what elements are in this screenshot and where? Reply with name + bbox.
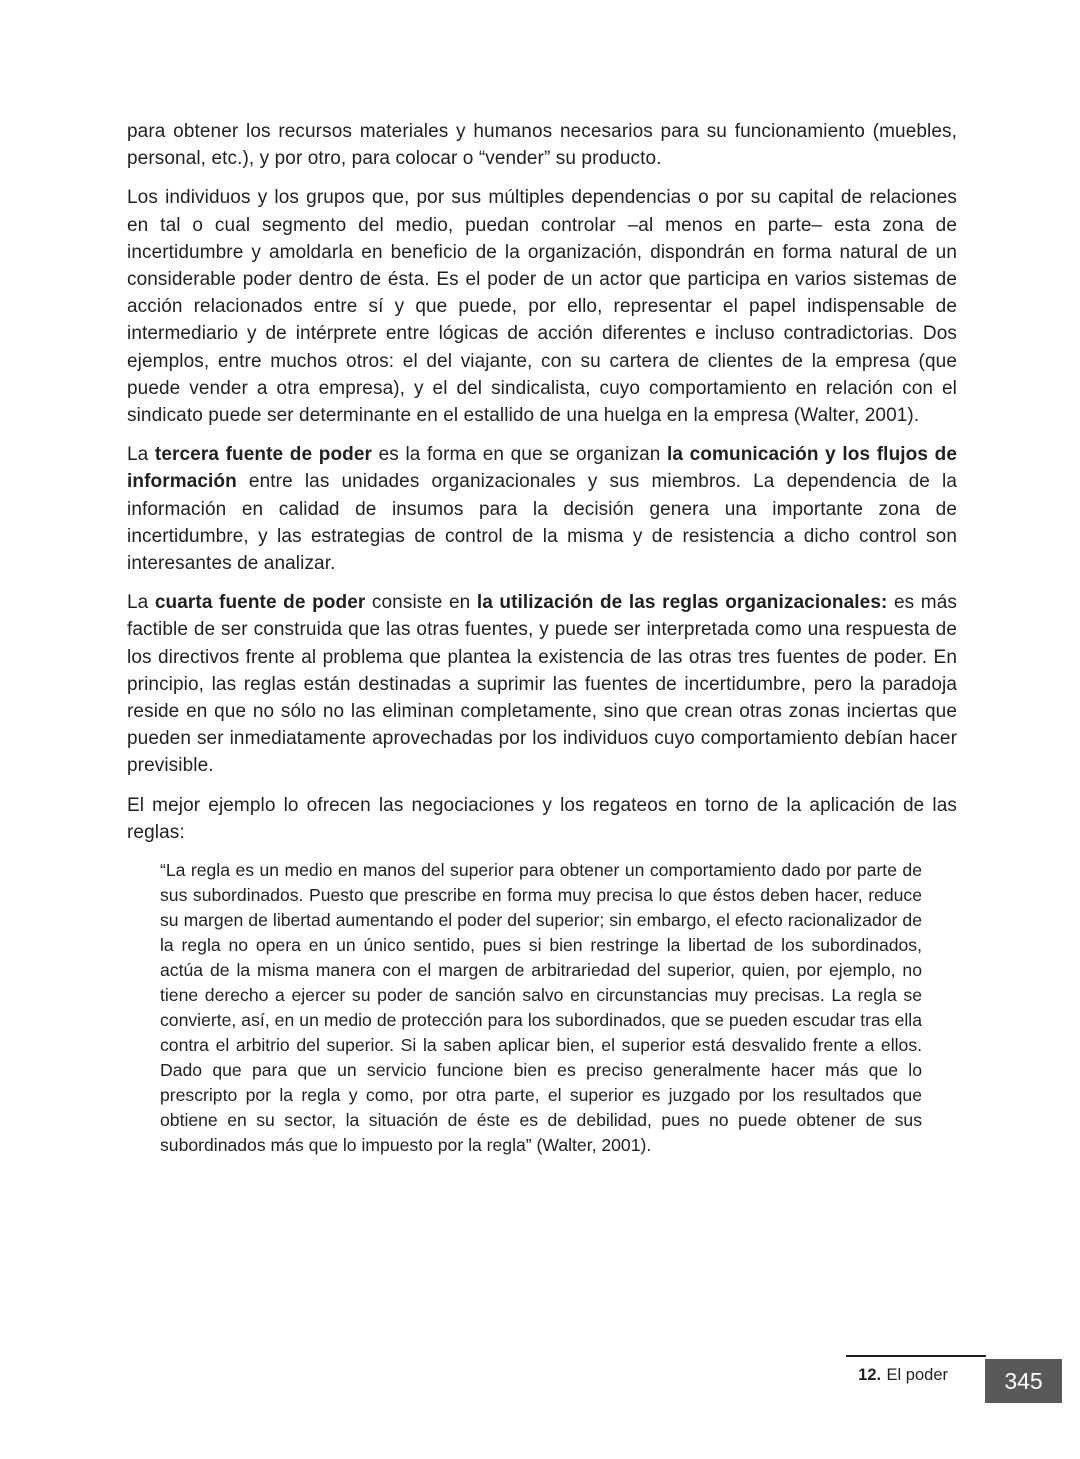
text-run: La xyxy=(127,592,155,614)
paragraph xyxy=(127,184,957,429)
text-run: para obtener los recursos materiales y humanos necesarios para su funcionamiento (muebles, personal, etc.), y por otro, para colocar o “vender” su producto. xyxy=(127,121,957,170)
footer-rule xyxy=(846,1355,986,1357)
paragraph xyxy=(127,441,957,577)
text-run: es más factible de ser construida que las otras fuentes, y puede ser interpretada como una respuesta de los directivos frente al problema que plantea la existencia de las otras tres fuentes de poder. En principio, las reglas están destinadas a suprimir las fuentes de incertidumbre, pero la paradoja reside en que no sólo no las eliminan completamente, sino que crean otras zonas inciertas que pueden ser inmediatamente aprovechadas por los individuos cuyo comportamiento debían hacer previsible. xyxy=(127,592,957,777)
chapter-reference xyxy=(600,1366,948,1385)
text-run: “La regla es un medio en manos del superior para obtener un comportamiento dado por parte de sus subordinados. Puesto que prescribe en forma muy precisa lo que éstos deben hacer, reduce su margen de libertad aumentando el poder del superior; sin embargo, el efecto racionalizador de la regla no opera en un único sentido, pues si bien restringe la libertad de los subordinados, actúa de la misma manera con el margen de arbitrariedad del superior, quien, por ejemplo, no tiene derecho a ejercer su poder de sanción salvo en circunstancias muy precisas. La regla se convierte, así, en un medio de protección para los subordinados, que se pueden escudar tras ella contra el arbitrio del superior. Si la saben aplicar bien, el superior está desvalido frente a ellos. Dado que para que un servicio funcione bien es preciso generalmente hacer más que lo prescripto por la regla y como, por otra parte, el superior es juzgado por los resultados que obtiene en su sector, la situación de éste es de debilidad, pues no puede obtener de sus subordinados más que lo impuesto por la regla” (Walter, 2001). xyxy=(160,860,922,1156)
bold-text-run: tercera fuente de poder xyxy=(154,444,373,466)
bold-text-run: la utilización de las reglas organizacionales: xyxy=(476,592,888,614)
page-number: 345 xyxy=(1004,1367,1043,1394)
chapter-title: El poder xyxy=(886,1366,948,1384)
text-run: entre las unidades organizacionales y sus miembros. La dependencia de la información en calidad de insumos para la decisión genera una importante zona de incertidumbre, y las estrategias de control de la misma y de resistencia a dicho control son interesantes de analizar. xyxy=(127,471,957,575)
text-run: La xyxy=(127,444,155,466)
page-number-box xyxy=(985,1359,1062,1403)
document-body xyxy=(127,118,957,1158)
paragraph xyxy=(127,589,957,779)
paragraph xyxy=(127,792,957,846)
chapter-number: 12. xyxy=(858,1366,882,1384)
text-run: El mejor ejemplo lo ofrecen las negociaciones y los regateos en torno de la aplicación de las reglas: xyxy=(127,794,957,843)
text-run: consiste en xyxy=(365,592,477,614)
text-run: Los individuos y los grupos que, por sus múltiples dependencias o por su capital de relaciones en tal o cual segmento del medio, puedan controlar –al menos en parte– esta zona de incertidumbre y amoldarla en beneficio de la organización, dispondrán en forma natural de un considerable poder dentro de ésta. Es el poder de un actor que participa en varios sistemas de acción relacionados entre sí y que puede, por ello, representar el papel indispensable de intermediario y de intérprete entre lógicas de acción diferentes e incluso contradictorias. Dos ejemplos, entre muchos otros: el del viajante, con su cartera de clientes de la empresa (que puede vender a otra empresa), y el del sindicalista, cuyo comportamiento en relación con el sindicato puede ser determinante en el estallido de una huelga en la empresa (Walter, 2001). xyxy=(127,187,957,427)
text-run: es la forma en que se organizan xyxy=(372,444,667,466)
paragraph xyxy=(127,118,957,172)
block-quote xyxy=(160,858,922,1158)
bold-text-run: cuarta fuente de poder xyxy=(154,592,366,614)
bold-text-run: la comunicación y los flujos de información xyxy=(127,444,957,493)
